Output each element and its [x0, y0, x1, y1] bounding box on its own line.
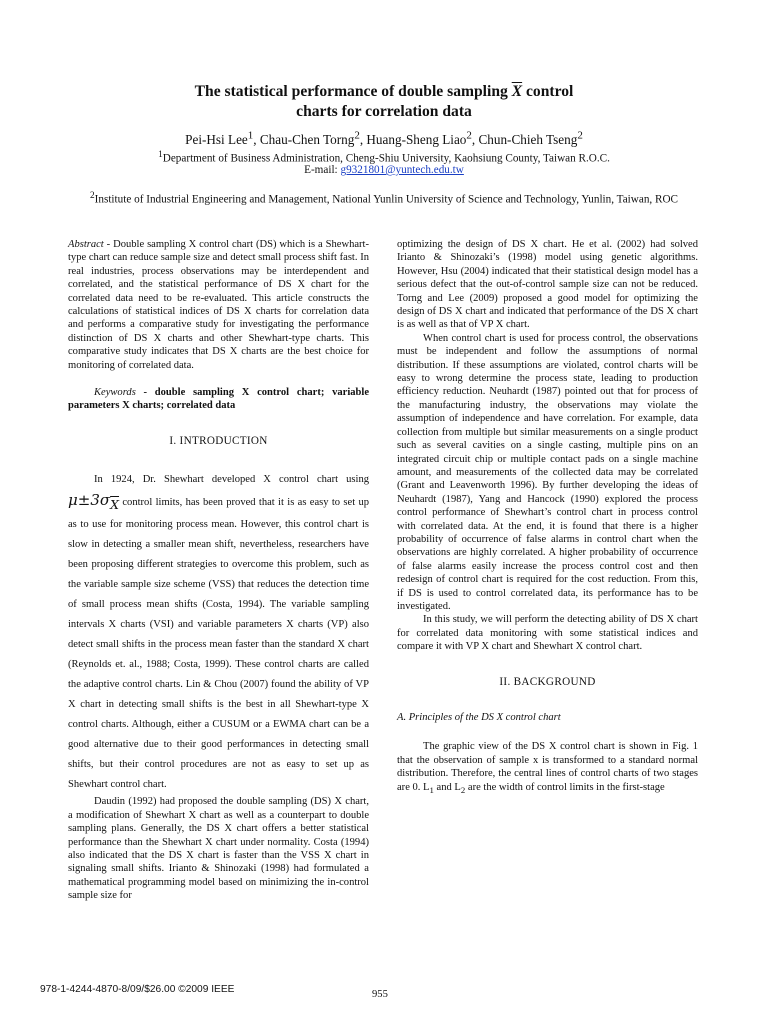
title-line-1 — [40, 82, 728, 102]
email-link[interactable]: g9321801@yuntech.edu.tw — [340, 164, 464, 176]
author-3: Huang-Sheng Liao$^2$, — [366, 130, 479, 148]
section-heading-introduction: I. INTRODUCTION — [169, 434, 268, 447]
title-text-a: The statistical performance of double sampling — [194, 83, 508, 100]
xbar-symbol: $\overline{X}$ — [511, 83, 523, 100]
intro-paragraph-1: In 1924, Dr. Shewhart developed X control chart using $\mu\pm 3\sigma_{\overline{X}}$ control limits, has been proved that it is as easy to set up as to use for monitoring process mean. However, this control chart is slow in detecting a smaller mean shift, nevertheless, researchers have been proposing different strategies to overcome this problem, such as the variable sample size scheme (VSS) that reduces the detection time of small process mean shifts (Costa, 1994). The variable sampling intervals X charts (VSI) and variable parameters X charts (VP) also detect small shifts in the process mean faster than the standard X chart (Reynolds et. al., 1988; Costa, 1999). These control charts are called the adaptive control charts. Lin & Chou (2007) found the ability of VP X chart in detecting small shifts is the best in all Shewhart-type X control charts. Although, either a CUSUM or a EWMA chart can be a good alternative due to their good performances in detecting small shifts, but their control procedures are not as easy to set up as Shewhart control chart. — [68, 474, 370, 791]
background-paragraph-1: The graphic view of the DS X control chart is shown in Fig. 1 that the observation of sample x is transformed to a standard normal distribution. Therefore, the central lines of control charts of two stages are 0. $L_1$ and $L_2$ are the width of control limits in the first-stage — [397, 741, 698, 795]
keywords-text: - double sampling X control chart; variable parameters X charts; correlated data — [68, 387, 369, 412]
keywords-label: Keywords — [94, 387, 136, 399]
title-line-2: charts for correlation data — [296, 103, 472, 120]
left-column — [68, 238, 369, 903]
affiliation-2: $^2$Institute of Industrial Engineering and Management, National Yunlin University of Science and Technology, Yunlin, Taiwan, ROC — [89, 191, 679, 206]
section-heading-background: II. BACKGROUND — [499, 675, 596, 688]
title-text-b: control — [526, 83, 574, 100]
control-limit-formula: $\mu\pm 3\sigma_{\overline{X}}$ — [68, 491, 120, 513]
paper-title — [40, 82, 728, 122]
abstract — [68, 238, 369, 372]
intro-paragraph-5: In this study, we will perform the detecting ability of DS X chart for correlated data monitoring with some statistical indices and compare it with VP X chart and Shewhart X control chart. — [397, 614, 698, 653]
page-number: 955 — [372, 989, 388, 1000]
author-2: Chau-Chen Torng$^2$, — [259, 130, 367, 148]
intro-paragraph-3: optimizing the design of DS X chart. He et al. (2002) had solved Irianto & Shinozaki’s (1998) model using genetic algorithms. However, Hsu (2004) indicated that their statistical design model has a serious defect that the out-of-control sample size can not be reduced. Torng and Lee (2009) proposed a good model for optimizing the design of DS X chart and indicated that performance of the DS X chart is as well as that of VP X chart. — [397, 239, 698, 331]
intro-paragraph-4: When control chart is used for process control, the observations must be independent and follow the assumptions of normal distribution. If these assumptions are violated, control charts will be easy to wrong determine the process state, leading to production efficiency reduction. Neuhardt (1987) pointed out that for process of the manufacturing industry, the observations may violate the assumption of independence and have correlation. For example, data collection from multiple but similar measurements on a single product such as several cavities on a single casting, multiple pins on an integrated circuit chip or multiple contact pads on a single machine amount, and measurements of the collected data may be correlated (Grant and Leavenworth 1996). By further developing the ideas of Neuhardt (1987), Yang and Hancock (1990) explored the process control performance of Shewhart’s control chart in process control with correlated data. At the end, it is found that there is a higher probability of occurrence of false alarms in control chart when the observations are highly correlated. A higher probability of occurrence of false alarms easily increase the process control cost and then redesign of control chart is required for the cost reduction. From this, if DS is used to control correlated data, its performance has to be investigated. — [397, 332, 698, 612]
email-line — [40, 163, 728, 177]
author-list — [40, 128, 728, 148]
footer-isbn: 978-1-4244-4870-8/09/$26.00 ©2009 IEEE — [40, 984, 235, 995]
email-label: E-mail: — [304, 164, 338, 176]
author-4: Chun-Chieh Tseng$^2$ — [478, 130, 583, 148]
abstract-text: - Double sampling X control chart (DS) which is a Shewhart-type chart can reduce sample size and detect small process shift fast. In real industries, process observations may be interdependent and correlated, and the statistical performance of DS X chart for the correlated data need to be re-evaluated. This article constructs the calculations of statistical indices of DS X charts for correlation data and performs a comparative study for investigating the performance distinction of DS X charts and other Shewhart-type charts. This comparative study indicates that DS X charts are the best choice for monitoring of correlated data. — [68, 239, 369, 371]
intro-paragraph-2: Daudin (1992) had proposed the double sampling (DS) X chart, a modification of Shewhart X chart as well as a counterpart to double sampling plans. Generally, the DS X chart offers a better statistical performance than the Shewhart X chart under normality. Costa (1994) also indicated that the DS X chart is faster than the VSS X chart in signaling small shifts. Irianto & Shinozaki (1998) had formulated a mathematical programming model based on minimizing the in-control sample size for — [68, 796, 369, 902]
author-1: Pei-Hsi Lee$^1$, — [185, 130, 260, 148]
keywords — [68, 386, 369, 413]
right-column — [397, 238, 698, 797]
affiliation-1: $^1$Department of Business Administration, Cheng-Shiu University, Kaohsiung County, Taiwan R.O.C. — [158, 150, 610, 165]
abstract-label: Abstract — [68, 239, 104, 250]
subsection-heading-a: A. Principles of the DS X control chart — [397, 712, 561, 723]
